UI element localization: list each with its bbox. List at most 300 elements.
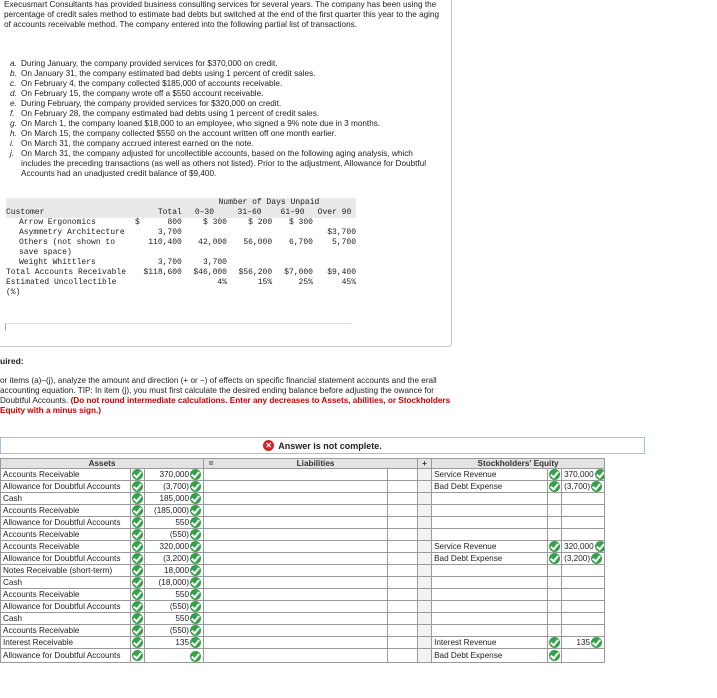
col-31-60: 31–60 [237, 208, 262, 217]
asset-amount-value: (550) [169, 530, 190, 539]
asset-amount-value: (550) [169, 626, 190, 635]
asset-account-mark [131, 589, 145, 601]
asset-account-select[interactable]: Allowance for Doubtful Accounts [1, 601, 131, 613]
correct-check-icon [595, 541, 605, 552]
liability-amount-input[interactable] [388, 481, 418, 493]
transaction-text: On February 15, the company wrote off a $550 account receivable. [21, 89, 264, 98]
correct-check-icon [132, 637, 143, 648]
transaction-text: On March 1, the company loaned $18,000 to an employee, who signed a 9% note due in 3 months. [21, 119, 381, 128]
correct-check-icon [132, 613, 143, 624]
asset-account-mark [131, 517, 145, 529]
equity-account-mark [548, 505, 562, 517]
equity-amount-input[interactable] [562, 613, 605, 625]
aging-over-90: 5,700 [331, 238, 356, 247]
liability-account-select[interactable] [204, 469, 388, 481]
equity-account-select[interactable]: Service Revenue [432, 541, 548, 553]
transaction-text: On March 15, the company collected $550 on the account written off one month earlier. [21, 129, 337, 138]
correct-check-icon [132, 553, 143, 564]
liability-amount-input[interactable] [388, 565, 418, 577]
aging-dollar: $ [135, 218, 140, 227]
asset-amount-value: 550 [175, 614, 190, 623]
correct-check-icon [132, 517, 143, 528]
equity-amount-input[interactable] [562, 553, 605, 565]
correct-check-icon [549, 481, 560, 492]
equity-account-mark [548, 637, 562, 649]
correct-check-icon [591, 637, 602, 648]
equity-account-mark [548, 529, 562, 541]
asset-amount-value: 320,000 [159, 542, 190, 551]
equity-amount-input[interactable] [562, 505, 605, 517]
liability-amount-input[interactable] [388, 625, 418, 637]
equation-row [1, 565, 605, 577]
col-total: Total [157, 208, 182, 217]
liability-account-select[interactable] [204, 553, 388, 565]
aging-table [6, 198, 356, 298]
liability-account-select[interactable] [204, 493, 388, 505]
transaction-letter: d. [10, 89, 17, 98]
aging-row [6, 258, 356, 268]
asset-amount-input[interactable] [145, 649, 204, 663]
asset-amount-input[interactable] [145, 505, 204, 517]
transaction-letter: j. [10, 149, 15, 158]
aging-row [6, 228, 356, 238]
plus-cell [418, 481, 432, 493]
transaction-text: On March 31, the company adjusted for uncollectible accounts, based on the following aging analysis, which includes the preceding transactions (as well as others not listed). Prior to the adjustment, Allowance for Doubtful Accounts had an unadjusted credit balance of $9,400. [21, 149, 427, 178]
asset-amount-input[interactable] [145, 589, 204, 601]
equation-row [1, 637, 605, 649]
correct-check-icon [591, 553, 602, 564]
equity-amount-input[interactable] [562, 493, 605, 505]
equity-amount-input[interactable] [562, 577, 605, 589]
equity-account-mark [548, 589, 562, 601]
aging-over-90: $3,700 [327, 228, 356, 237]
correct-check-icon [132, 565, 143, 576]
equity-amount-input[interactable] [562, 601, 605, 613]
asset-account-mark [131, 625, 145, 637]
equation-row [1, 589, 605, 601]
transaction-letter: h. [10, 129, 17, 138]
equation-row [1, 517, 605, 529]
equity-account-select[interactable]: Bad Debt Expense [432, 481, 548, 493]
liability-amount-input[interactable] [388, 541, 418, 553]
equity-amount-input[interactable] [562, 529, 605, 541]
asset-account-mark [131, 613, 145, 625]
equity-account-select[interactable]: Bad Debt Expense [432, 553, 548, 565]
equity-amount-input[interactable] [562, 589, 605, 601]
correct-check-icon [132, 493, 143, 504]
aging-total: 110,400 [148, 238, 182, 247]
liability-amount-input[interactable] [388, 649, 418, 663]
answer-status-banner [0, 437, 645, 454]
equity-amount-input[interactable] [562, 637, 605, 649]
asset-amount-input[interactable] [145, 553, 204, 565]
aging-31-60 [227, 258, 272, 268]
equity-account-select[interactable]: Service Revenue [432, 469, 548, 481]
asset-amount-input[interactable] [145, 493, 204, 505]
asset-amount-input[interactable] [145, 613, 204, 625]
aging-customer: Asymmetry Architecture [19, 228, 125, 237]
transaction-text: On February 28, the company estimated bad debts using 1 percent of credit sales. [21, 109, 320, 118]
asset-amount-input[interactable] [145, 541, 204, 553]
liability-amount-input[interactable] [388, 553, 418, 565]
equity-amount-input[interactable] [562, 469, 605, 481]
equity-account-mark [548, 601, 562, 613]
correct-check-icon [190, 469, 201, 480]
aging-customer: Others (not shown to save space) [19, 238, 116, 257]
equation-row [1, 481, 605, 493]
asset-amount-input[interactable] [145, 529, 204, 541]
correct-check-icon [190, 577, 201, 588]
asset-account-select[interactable]: Accounts Receivable [1, 589, 131, 601]
aging-31-60: $ 200 [248, 218, 273, 227]
equation-row [1, 577, 605, 589]
correct-check-icon [190, 625, 201, 636]
liability-amount-input[interactable] [388, 577, 418, 589]
plus-cell [418, 565, 432, 577]
liability-account-select[interactable] [204, 577, 388, 589]
asset-account-mark [131, 505, 145, 517]
correct-check-icon [190, 565, 201, 576]
liability-account-select[interactable] [204, 529, 388, 541]
rate-label: Estimated Uncollectible (%) [6, 278, 117, 297]
transaction-letter: e. [10, 99, 17, 108]
asset-account-select[interactable]: Cash [1, 613, 131, 625]
liability-amount-input[interactable] [388, 493, 418, 505]
correct-check-icon [190, 505, 201, 516]
plus-cell [418, 637, 432, 649]
liability-amount-input[interactable] [388, 637, 418, 649]
equity-account-mark [548, 553, 562, 565]
asset-account-select[interactable]: Notes Receivable (short-term) [1, 565, 131, 577]
aging-dollar [135, 258, 146, 268]
correct-check-icon [132, 481, 143, 492]
asset-amount-value: (3,700) [163, 482, 190, 491]
equity-header: Stockholders' Equity [432, 459, 605, 469]
asset-account-select[interactable]: Allowance for Doubtful Accounts [1, 517, 131, 529]
plus-cell [418, 529, 432, 541]
liability-account-select[interactable] [204, 649, 388, 663]
aging-total: 3,700 [157, 228, 182, 237]
asset-amount-input[interactable] [145, 637, 204, 649]
transaction-letter: g. [10, 119, 17, 128]
equity-account-select[interactable] [432, 613, 548, 625]
plus-cell [418, 625, 432, 637]
liability-account-select[interactable] [204, 517, 388, 529]
equity-amount-value: (3,200) [564, 554, 591, 563]
asset-account-mark [131, 565, 145, 577]
asset-amount-input[interactable] [145, 601, 204, 613]
correct-check-icon [190, 613, 201, 624]
transaction-item [10, 129, 440, 139]
correct-check-icon [190, 651, 201, 662]
correct-check-icon [595, 469, 605, 480]
plus-cell [418, 601, 432, 613]
transaction-item [10, 99, 440, 109]
aging-0-30: 42,000 [198, 238, 227, 247]
liability-amount-input[interactable] [388, 613, 418, 625]
transaction-item [10, 69, 440, 79]
equation-row [1, 469, 605, 481]
equity-amount-input[interactable] [562, 625, 605, 637]
correct-check-icon [190, 529, 201, 540]
plus-cell [418, 589, 432, 601]
plus-cell [418, 577, 432, 589]
aging-row [6, 218, 356, 228]
equity-account-mark [548, 577, 562, 589]
transaction-text: On March 31, the company accrued interest earned on the note. [21, 139, 254, 148]
aging-31-60 [227, 228, 272, 238]
assets-header: Assets [1, 459, 204, 469]
correct-check-icon [549, 637, 560, 648]
equals-sign: = [208, 459, 214, 468]
correct-check-icon [190, 517, 201, 528]
asset-account-select[interactable]: Allowance for Doubtful Accounts [1, 553, 131, 565]
plus-cell [418, 613, 432, 625]
equity-account-mark [548, 613, 562, 625]
transaction-item [10, 119, 440, 129]
equity-account-mark [548, 541, 562, 553]
liability-account-select[interactable] [204, 625, 388, 637]
correct-check-icon [132, 469, 143, 480]
total-ar-61-90: $7,000 [284, 268, 313, 277]
asset-account-select[interactable]: Allowance for Doubtful Accounts [1, 481, 131, 493]
liability-amount-input[interactable] [388, 469, 418, 481]
equity-amount-input[interactable] [562, 565, 605, 577]
correct-check-icon [190, 637, 201, 648]
aging-total: 800 [167, 218, 182, 227]
liability-amount-input[interactable] [388, 529, 418, 541]
equity-account-select[interactable] [432, 517, 548, 529]
aging-61-90: 6,700 [288, 238, 313, 247]
equation-row [1, 553, 605, 565]
transaction-item [10, 89, 440, 99]
equation-grid [0, 458, 605, 663]
asset-account-mark [131, 637, 145, 649]
equity-amount-input[interactable] [562, 517, 605, 529]
aging-dollar [135, 228, 146, 238]
liabilities-label: Liabilities [296, 459, 335, 468]
correct-check-icon [190, 493, 201, 504]
correct-check-icon [549, 553, 560, 564]
liability-amount-input[interactable] [388, 589, 418, 601]
aging-0-30 [182, 228, 227, 238]
asset-amount-value: 185,000 [159, 494, 190, 503]
transaction-item [10, 59, 440, 69]
transaction-letter: a. [10, 59, 17, 68]
equity-amount-value: (3,700) [564, 482, 591, 491]
asset-account-select[interactable]: Accounts Receivable [1, 529, 131, 541]
total-ar-label: Total Accounts Receivable [6, 268, 127, 277]
correct-check-icon [132, 541, 143, 552]
instructions-text: or items (a)–(j), analyze the amount and direction (+ or −) of effects on specific financial statement accounts and the erall accounting equation. TIP: In item (j), you must first calculate the desired ending balance before adjusting the owance for Doubtful Accounts. [0, 376, 437, 405]
equation-row [1, 613, 605, 625]
required-label: uired: [0, 356, 24, 366]
col-customer: Customer [6, 208, 45, 217]
asset-account-select[interactable]: Accounts Receivable [1, 505, 131, 517]
asset-account-select[interactable]: Cash [1, 577, 131, 589]
equity-account-mark [548, 481, 562, 493]
aging-0-30: $ 300 [202, 218, 227, 227]
rate-61-90: 25% [298, 278, 313, 287]
aging-dollar [135, 238, 146, 258]
correct-check-icon [132, 529, 143, 540]
asset-account-mark [131, 577, 145, 589]
equity-account-select[interactable] [432, 577, 548, 589]
plus-cell [418, 649, 432, 663]
correct-check-icon [549, 469, 560, 480]
asset-account-select[interactable]: Accounts Receivable [1, 541, 131, 553]
asset-amount-value: 18,000 [164, 566, 190, 575]
asset-account-select[interactable]: Interest Receivable [1, 637, 131, 649]
asset-account-mark [131, 481, 145, 493]
transaction-letter: i. [10, 139, 15, 148]
plus-cell [418, 517, 432, 529]
equity-account-mark [548, 469, 562, 481]
transaction-text: During January, the company provided services for $370,000 on credit. [21, 59, 278, 68]
equity-account-select[interactable] [432, 589, 548, 601]
table-scroll-edge [5, 323, 351, 331]
asset-amount-value: (18,000) [158, 578, 190, 587]
asset-account-mark [131, 601, 145, 613]
liability-account-select[interactable] [204, 613, 388, 625]
aging-row [6, 238, 356, 258]
correct-check-icon [190, 541, 201, 552]
transaction-text: On January 31, the company estimated bad debts using 1 percent of credit sales. [21, 69, 316, 78]
liability-account-select[interactable] [204, 637, 388, 649]
equity-account-mark [548, 625, 562, 637]
plus-cell [418, 493, 432, 505]
asset-account-select[interactable]: Accounts Receivable [1, 625, 131, 637]
transaction-item [10, 79, 440, 89]
equity-account-select[interactable] [432, 505, 548, 517]
liability-amount-input[interactable] [388, 517, 418, 529]
transaction-list [10, 59, 440, 179]
total-ar-over-90: $9,400 [327, 268, 356, 277]
equity-account-select[interactable] [432, 565, 548, 577]
equity-amount-input[interactable] [562, 649, 605, 663]
asset-amount-input[interactable] [145, 481, 204, 493]
asset-account-select[interactable]: Accounts Receivable [1, 469, 131, 481]
asset-amount-input[interactable] [145, 469, 204, 481]
transaction-item [10, 139, 440, 149]
equity-account-mark [548, 565, 562, 577]
rate-over-90: 45% [341, 278, 356, 287]
asset-amount-input[interactable] [145, 625, 204, 637]
asset-amount-value: (185,000) [153, 506, 190, 515]
equity-amount-input[interactable] [562, 481, 605, 493]
equation-row [1, 625, 605, 637]
equation-row [1, 505, 605, 517]
equity-amount-value: 370,000 [564, 470, 594, 479]
equity-account-select[interactable] [432, 529, 548, 541]
plus-cell [418, 469, 432, 481]
equity-account-select[interactable] [432, 601, 548, 613]
liability-amount-input[interactable] [388, 601, 418, 613]
asset-account-mark [131, 493, 145, 505]
rate-0-30: 4% [217, 278, 227, 287]
asset-account-mark [131, 553, 145, 565]
transaction-letter: f. [10, 109, 15, 118]
equation-row [1, 649, 605, 663]
aging-61-90: $ 300 [288, 218, 313, 227]
equity-account-select[interactable] [432, 625, 548, 637]
aging-over-90 [313, 218, 356, 228]
instructions-note: (Do not round intermediate calculations. Enter any decreases to Assets, abilities, or Stockholders Equity with a minus sign.) [0, 396, 451, 415]
equity-amount-input[interactable] [562, 541, 605, 553]
asset-amount-value: 370,000 [159, 470, 190, 479]
correct-check-icon [190, 553, 201, 564]
liability-amount-input[interactable] [388, 505, 418, 517]
asset-account-select[interactable]: Cash [1, 493, 131, 505]
liability-account-select[interactable] [204, 565, 388, 577]
aging-31-60: 56,000 [243, 238, 273, 247]
asset-amount-input[interactable] [145, 565, 204, 577]
liability-account-select[interactable] [204, 505, 388, 517]
correct-check-icon [132, 577, 143, 588]
answer-status-text: Answer is not complete. [278, 440, 382, 451]
asset-account-mark [131, 529, 145, 541]
equity-amount-value: 320,000 [564, 542, 594, 551]
aging-61-90 [272, 258, 313, 268]
aging-group-header: Number of Days Unpaid [218, 198, 320, 207]
transaction-text: During February, the company provided services for $320,000 on credit. [21, 99, 282, 108]
plus-cell [418, 553, 432, 565]
equity-account-select[interactable]: Interest Revenue [432, 637, 548, 649]
plus-sign: + [418, 459, 432, 469]
liability-account-select[interactable] [204, 589, 388, 601]
liability-account-select[interactable] [204, 541, 388, 553]
col-0-30: 0–30 [194, 208, 215, 217]
equation-row [1, 541, 605, 553]
error-x-icon: ✕ [263, 440, 274, 451]
equity-account-mark [548, 493, 562, 505]
correct-check-icon [132, 589, 143, 600]
asset-account-mark [131, 649, 145, 663]
correct-check-icon [190, 589, 201, 600]
rate-31-60: 15% [257, 278, 273, 287]
asset-amount-input[interactable] [145, 517, 204, 529]
aging-customer: Weight Whittlers [19, 258, 96, 267]
asset-amount-value: 550 [175, 518, 190, 527]
intro-text: Execusmart Consultants has provided business consulting services for several years. The company has been using the percentage of credit sales method to estimate bad debts but switched at the end of the first quarter this year to the aging of accounts receivable method. The company entered into the following partial list of transactions. [4, 0, 440, 29]
correct-check-icon [132, 505, 143, 516]
aging-0-30: 3,700 [202, 258, 227, 267]
asset-account-mark [131, 541, 145, 553]
correct-check-icon [132, 650, 143, 661]
instructions [0, 376, 460, 416]
equity-account-mark [548, 517, 562, 529]
asset-amount-input[interactable] [145, 577, 204, 589]
asset-amount-value: 550 [175, 590, 190, 599]
liability-account-select[interactable] [204, 601, 388, 613]
transaction-text: On February 4, the company collected $185,000 of accounts receivable. [21, 79, 283, 88]
equity-account-select[interactable]: Bad Debt Expense [432, 649, 548, 663]
equity-account-select[interactable] [432, 493, 548, 505]
transaction-letter: b. [10, 69, 17, 78]
liabilities-header [204, 459, 418, 469]
aging-total: 3,700 [157, 258, 182, 267]
equity-amount-value: 135 [576, 638, 591, 647]
plus-cell [418, 541, 432, 553]
liability-account-select[interactable] [204, 481, 388, 493]
asset-account-select[interactable]: Allowance for Doubtful Accounts [1, 649, 131, 663]
col-over-90: Over 90 [317, 208, 352, 217]
correct-check-icon [132, 601, 143, 612]
transaction-item [10, 109, 440, 119]
col-61-90: 61–90 [280, 208, 305, 217]
asset-account-mark [131, 469, 145, 481]
total-ar-0-30: $46,000 [193, 268, 227, 277]
